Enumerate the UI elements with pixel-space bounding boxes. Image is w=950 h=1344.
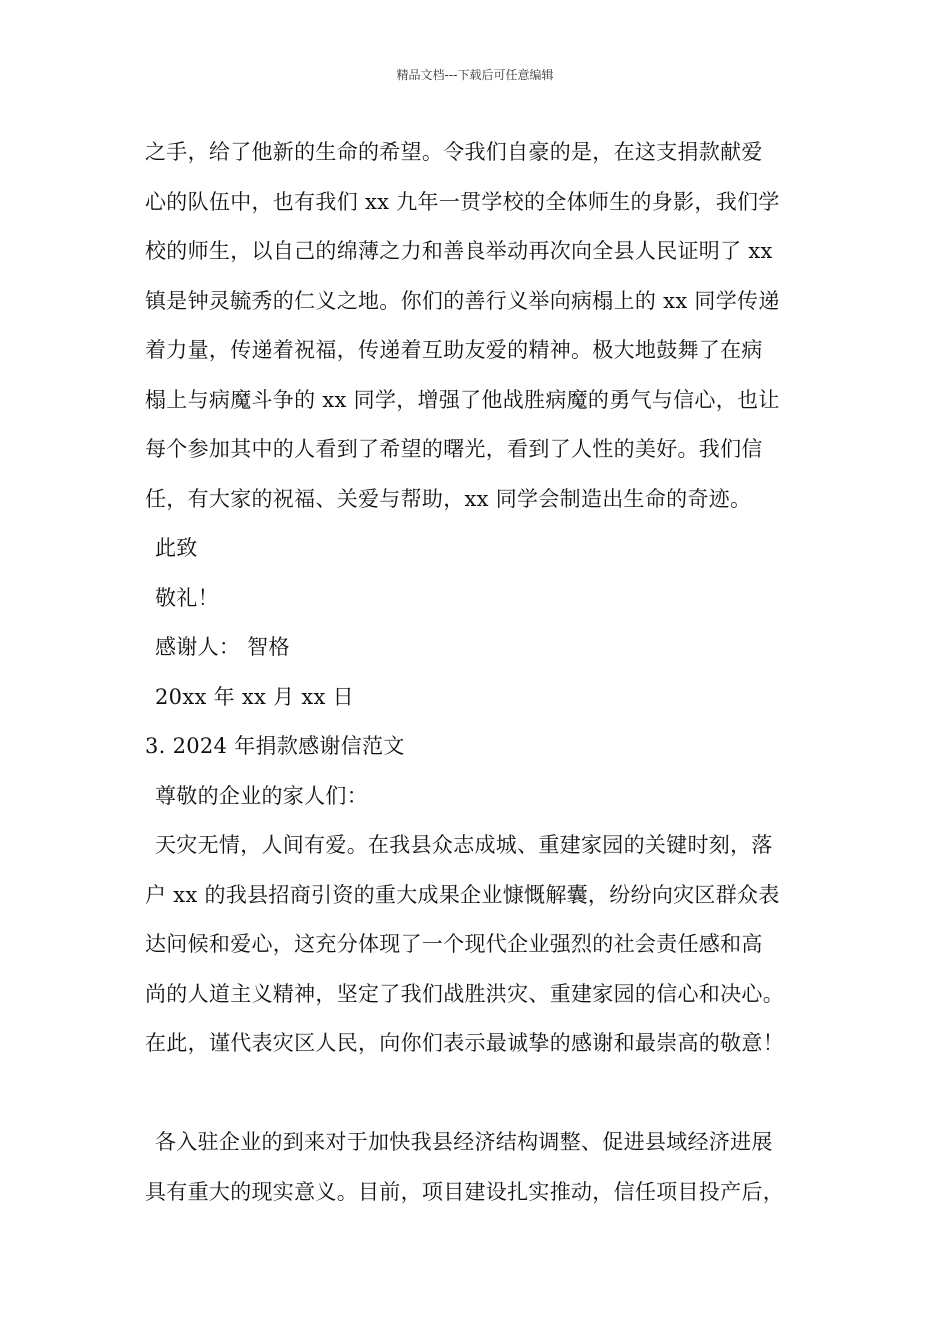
text-line: 尚的人道主义精神，坚定了我们战胜洪灾、重建家园的信心和决心。 (145, 981, 784, 1006)
text-line: 着力量，传递着祝福，传递着互助友爱的精神。极大地鼓舞了在病 (145, 338, 763, 362)
text-line: 户 xx 的我县招商引资的重大成果企业慷慨解囊，纷纷向灾区群众表 (145, 882, 780, 907)
text-line: 每个参加其中的人看到了希望的曙光，看到了人性的美好。我们信 (145, 437, 763, 461)
text-line: 各入驻企业的到来对于加快我县经济结构调整、促进县域经济进展 (155, 1130, 773, 1154)
closing-salutation: 此致 (155, 536, 198, 560)
text-line: 镇是钟灵毓秀的仁义之地。你们的善行义举向病榻上的 xx 同学传递 (145, 288, 780, 313)
text-line: 具有重大的现实意义。目前，项目建设扎实推动，信任项目投产后， (145, 1179, 784, 1204)
text-line: 心的队伍中，也有我们 xx 九年一贯学校的全体师生的身影，我们学 (145, 189, 780, 214)
signature-line: 感谢人： 智格 (155, 635, 290, 659)
text-line: 榻上与病魔斗争的 xx 同学，增强了他战胜病魔的勇气与信心，也让 (145, 387, 780, 412)
text-line: 达问候和爱心，这充分体现了一个现代企业强烈的社会责任感和高 (145, 932, 763, 956)
page-header: 精品文档---下载后可任意编辑 (396, 68, 554, 82)
text-line: 在此，谨代表灾区人民，向你们表示最诚挚的感谢和最崇高的敬意！ (145, 1031, 784, 1055)
text-line: 任，有大家的祝福、关爱与帮助，xx 同学会制造出生命的奇迹。 (145, 486, 752, 511)
text-line: 校的师生，以自己的绵薄之力和善良举动再次向全县人民证明了 xx (145, 239, 773, 263)
text-line: 之手，给了他新的生命的希望。令我们自豪的是，在这支捐款献爱 (145, 140, 763, 164)
document-body (145, 130, 835, 1219)
closing-regards: 敬礼！ (155, 585, 219, 610)
text-line: 天灾无情，人间有爱。在我县众志成城、重建家园的关键时刻，落 (155, 833, 773, 857)
date-line: 20xx 年 xx 月 xx 日 (155, 684, 354, 709)
paragraph-gap (145, 1071, 835, 1121)
greeting-line: 尊敬的企业的家人们： (155, 783, 368, 808)
section-heading: 3. 2024 年捐款感谢信范文 (145, 734, 405, 758)
